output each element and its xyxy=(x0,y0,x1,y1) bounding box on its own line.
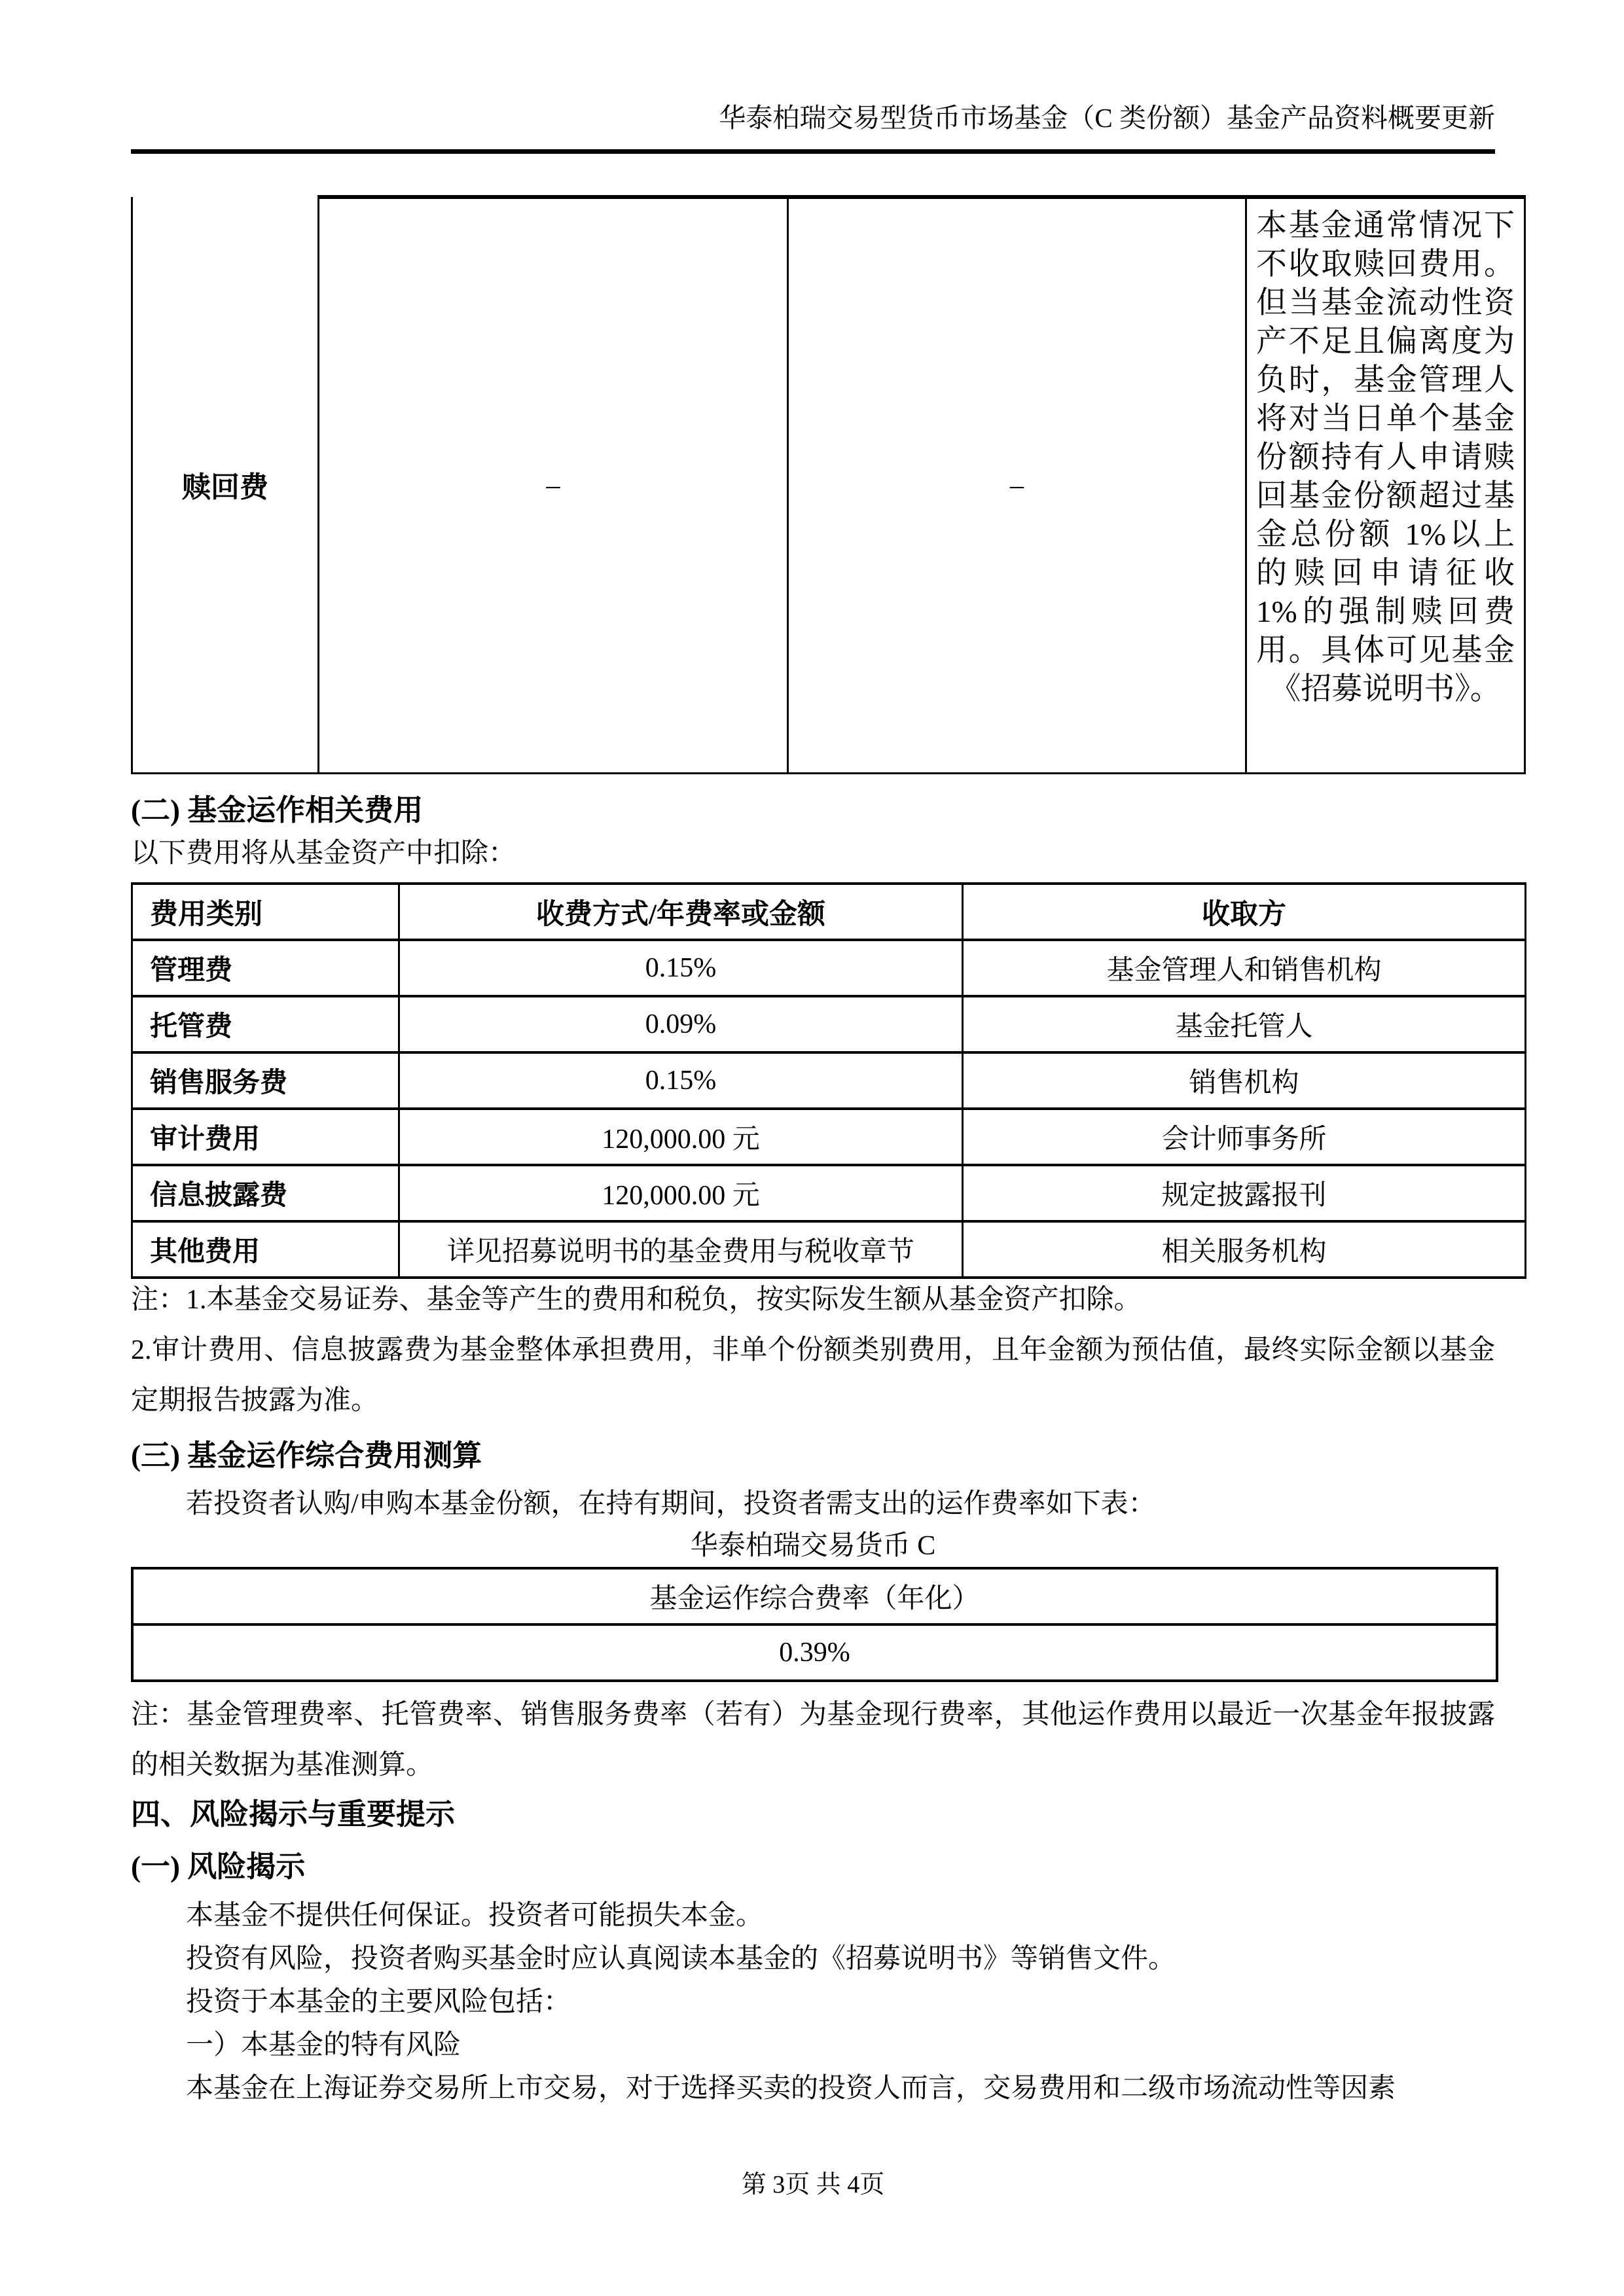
section2-heading: (二) 基金运作相关费用 xyxy=(131,794,424,827)
column-header-payee: 收取方 xyxy=(963,884,1526,940)
column-header-rate: 收费方式/年费率或金额 xyxy=(399,884,963,940)
redemption-fee-col2-dash: – xyxy=(319,197,788,773)
paragraph: 一）本基金的特有风险 xyxy=(186,2030,461,2060)
page-header-title: 华泰柏瑞交易型货币市场基金（C 类份额）基金产品资料概要更新 xyxy=(719,103,1495,133)
column-header-fee-type: 费用类别 xyxy=(132,884,399,940)
redemption-fee-note: 本基金通常情况下不收取赎回费用。但当基金流动性资产不足且偏离度为负时，基金管理人将对当日单个基金份额持有人申请赎回基金份额超过基金总份额 1%以上的赎回申请征收 1%的强制赎回费用。具体可见基金《招募说明书》。 xyxy=(1246,197,1525,773)
comprehensive-fee-table xyxy=(131,1567,1498,1682)
fee-type-cell: 管理费 xyxy=(132,940,399,996)
header-rule xyxy=(131,149,1495,154)
table-row xyxy=(132,197,1525,773)
section4-heading: 四、风险揭示与重要提示 xyxy=(131,1798,456,1831)
paragraph: 本基金在上海证券交易所上市交易，对于选择买卖的投资人而言，交易费用和二级市场流动性等因素 xyxy=(186,2073,1396,2104)
section3-heading: (三) 基金运作综合费用测算 xyxy=(131,1439,482,1472)
fee-payee-cell: 相关服务机构 xyxy=(963,1221,1526,1278)
redemption-fee-label: 赎回费 xyxy=(132,197,319,773)
fee-type-cell: 托管费 xyxy=(132,996,399,1052)
section3-note: 注：基金管理费率、托管费率、销售服务费率（若有）为基金现行费率，其他运作费用以最近一次基金年报披露的相关数据为基准测算。 xyxy=(131,1700,1495,1780)
table-header-row xyxy=(132,884,1526,940)
paragraph: 投资于本基金的主要风险包括： xyxy=(186,1987,571,2017)
comprehensive-fee-value: 0.39% xyxy=(132,1624,1497,1681)
fee-type-cell: 销售服务费 xyxy=(132,1052,399,1109)
table-header-row xyxy=(132,1568,1497,1624)
table-row xyxy=(132,940,1526,996)
comprehensive-fee-header: 基金运作综合费率（年化） xyxy=(132,1568,1497,1624)
page-footer: 第 3页 共 4页 xyxy=(741,2171,885,2198)
risk-disclosure-paragraphs xyxy=(131,1894,1495,2110)
fee-payee-cell: 基金管理人和销售机构 xyxy=(963,940,1526,996)
fee-type-cell: 其他费用 xyxy=(132,1221,399,1278)
comprehensive-fee-table-caption: 华泰柏瑞交易货币 C xyxy=(690,1531,936,1561)
fee-rate-cell: 详见招募说明书的基金费用与税收章节 xyxy=(399,1221,963,1278)
fee-rate-cell: 0.15% xyxy=(399,940,963,996)
table-row xyxy=(132,996,1526,1052)
operating-fee-table xyxy=(131,882,1526,1279)
table-row xyxy=(132,1221,1526,1278)
section4-sub-heading: (一) 风险揭示 xyxy=(131,1850,306,1883)
fee-rate-cell: 120,000.00 元 xyxy=(399,1165,963,1221)
paragraph: 本基金不提供任何保证。投资者可能损失本金。 xyxy=(186,1901,764,1931)
fee-rate-cell: 120,000.00 元 xyxy=(399,1109,963,1165)
fee-type-cell: 信息披露费 xyxy=(132,1165,399,1221)
fee-payee-cell: 销售机构 xyxy=(963,1052,1526,1109)
section3-intro: 若投资者认购/申购本基金份额，在持有期间，投资者需支出的运作费率如下表： xyxy=(186,1489,1156,1519)
page-content xyxy=(131,0,1515,2296)
fee-payee-cell: 基金托管人 xyxy=(963,996,1526,1052)
fee-rate-cell: 0.15% xyxy=(399,1052,963,1109)
fee-rate-cell: 0.09% xyxy=(399,996,963,1052)
redemption-fee-table xyxy=(131,195,1526,774)
note-line: 注：1.本基金交易证券、基金等产生的费用和税负，按实际发生额从基金资产扣除。 xyxy=(131,1285,1142,1315)
table-row xyxy=(132,1109,1526,1165)
fee-payee-cell: 规定披露报刊 xyxy=(963,1165,1526,1221)
redemption-fee-col3-dash: – xyxy=(788,197,1246,773)
section2-intro: 以下费用将从基金资产中扣除： xyxy=(131,838,516,869)
fee-payee-cell: 会计师事务所 xyxy=(963,1109,1526,1165)
table-row xyxy=(132,1624,1497,1681)
table-row xyxy=(132,1052,1526,1109)
section2-notes xyxy=(131,1275,1495,1426)
paragraph: 投资有风险，投资者购买基金时应认真阅读本基金的《招募说明书》等销售文件。 xyxy=(186,1944,1176,1974)
fee-type-cell: 审计费用 xyxy=(132,1109,399,1165)
note-line: 2.审计费用、信息披露费为基金整体承担费用，非单个份额类别费用，且年金额为预估值，最终实际金额以基金定期报告披露为准。 xyxy=(131,1335,1495,1416)
table-row xyxy=(132,1165,1526,1221)
